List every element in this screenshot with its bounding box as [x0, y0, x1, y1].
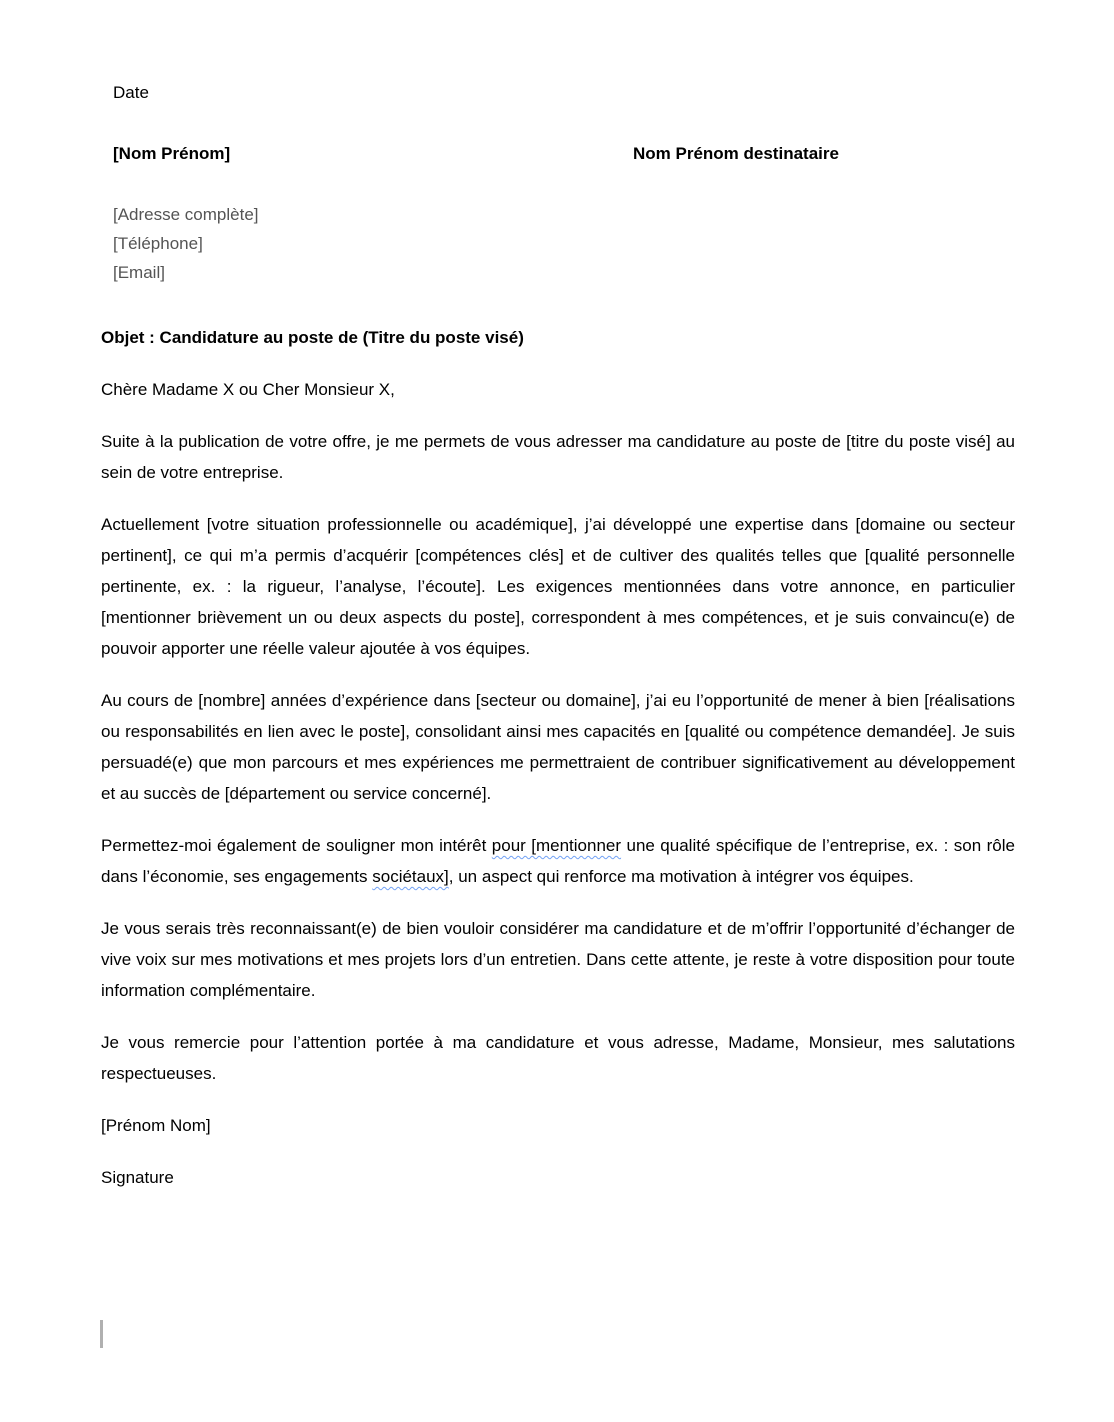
paragraph-request: Je vous serais très reconnaissant(e) de bien vouloir considérer ma candidature et de m’offrir l’opportunité d’échanger de vive voix sur mes motivations et mes projets lors d’un entretien. Dans cette attente, je reste à votre disposition pour toute information complémentaire. [101, 919, 1015, 1000]
date-line: Date [113, 83, 149, 102]
interest-text: Permettez-moi également de souligner mon intérêt [101, 836, 492, 855]
spellcheck-squiggle: sociétaux] [372, 867, 449, 886]
closing-name: [Prénom Nom] [101, 1116, 211, 1135]
sender-email: [Email] [113, 263, 165, 282]
letter-header [101, 82, 1015, 287]
signature-label: Signature [101, 1168, 174, 1187]
paragraph-thanks: Je vous remercie pour l’attention portée à ma candidature et vous adresse, Madame, Monsieur, mes salutations respectueuses. [101, 1033, 1015, 1083]
sender-name: [Nom Prénom] [113, 144, 231, 163]
text-cursor [100, 1320, 103, 1348]
spellcheck-squiggle: pour [mentionner [491, 836, 622, 855]
salutation-line: Chère Madame X ou Cher Monsieur X, [101, 380, 395, 399]
sender-contact-block [113, 200, 1015, 287]
interest-text: , un aspect qui renforce ma motivation à intégrer vos équipes. [448, 867, 914, 886]
paragraph-intro: Suite à la publication de votre offre, je me permets de vous adresser ma candidature au poste de [titre du poste visé] au sein de votre entreprise. [101, 432, 1015, 482]
paragraph-experience: Au cours de [nombre] années d’expérience dans [secteur ou domaine], j’ai eu l’opportunité de mener à bien [réalisations ou responsabilités en lien avec le poste], consolidant ainsi mes capacités en [qualité ou compétence demandée]. Je suis persuadé(e) que mon parcours et mes expériences me permettraient de contribuer significativement au développement et au succès de [département ou service concerné]. [101, 691, 1015, 803]
paragraph-profile: Actuellement [votre situation professionnelle ou académique], j’ai développé une expertise dans [domaine ou secteur pertinent], ce qui m’a permis d’acquérir [compétences clés] et de cultiver des qualités telles que [qualité personnelle pertinente, ex. : la rigueur, l’analyse, l’écoute]. Les exigences mentionnées dans votre annonce, en particulier [mentionner brièvement un ou deux aspects du poste], correspondent à mes compétences, et je suis convaincu(e) de pouvoir apporter une réelle valeur ajoutée à vos équipes. [101, 515, 1015, 658]
sender-phone: [Téléphone] [113, 234, 203, 253]
interest-text: une qualité spécifique de l’entreprise, ex. : son rôle dans l’économie, ses engagements [101, 836, 1015, 886]
recipient-name: Nom Prénom destinataire [633, 144, 839, 163]
subject-line: Objet : Candidature au poste de (Titre du poste visé) [101, 328, 524, 347]
parties-row [113, 143, 1015, 164]
sender-address: [Adresse complète] [113, 205, 259, 224]
paragraph-interest [101, 830, 1015, 892]
